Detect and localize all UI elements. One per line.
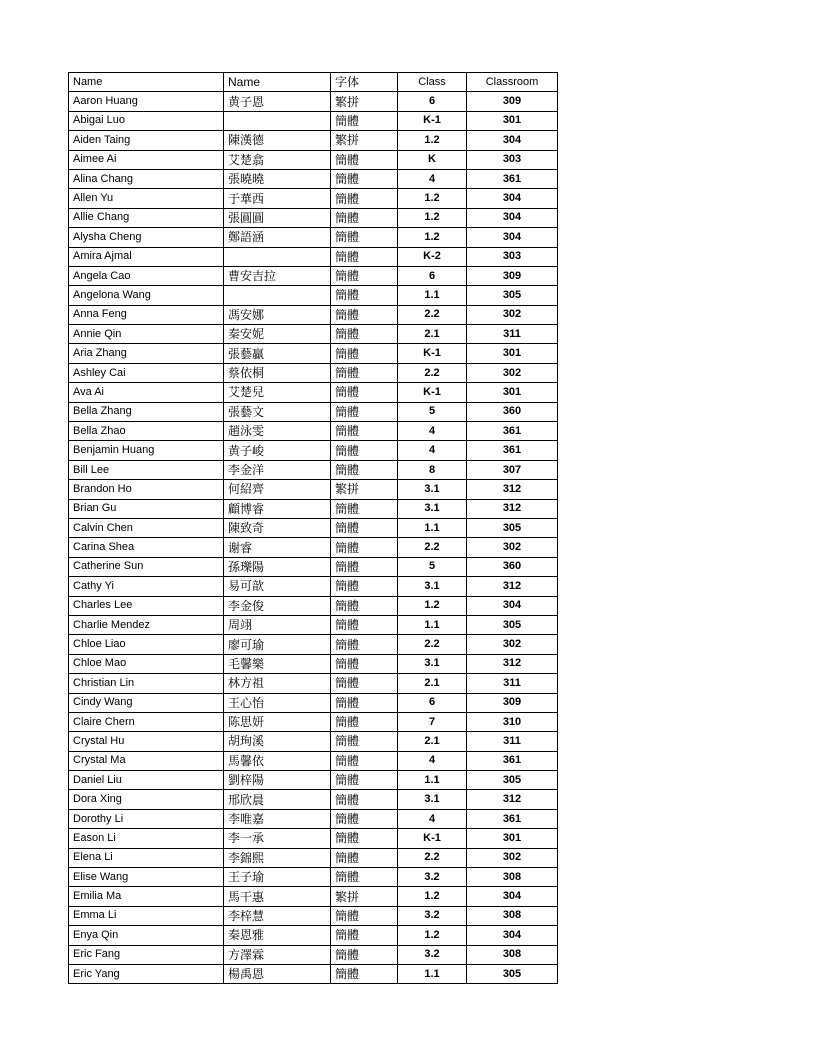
cell-classroom: 361 [467, 809, 558, 828]
cell-classroom: 311 [467, 732, 558, 751]
cell-classroom: 302 [467, 363, 558, 382]
cell-name-english: Anna Feng [69, 305, 224, 324]
header-row [69, 73, 558, 92]
cell-font-type: 簡體 [331, 732, 398, 751]
cell-name-chinese: 馬馨依 [224, 751, 331, 770]
student-row [69, 887, 558, 906]
cell-font-type: 簡體 [331, 518, 398, 537]
cell-name-chinese: 易可歆 [224, 577, 331, 596]
student-row [69, 363, 558, 382]
cell-name-chinese: 張曉曉 [224, 169, 331, 188]
cell-name-chinese: 艾楚兒 [224, 383, 331, 402]
cell-name-chinese: 李金洋 [224, 460, 331, 479]
cell-name-chinese: 蔡依桐 [224, 363, 331, 382]
cell-font-type: 簡體 [331, 771, 398, 790]
cell-classroom: 312 [467, 790, 558, 809]
student-row [69, 945, 558, 964]
cell-name-chinese: 林方祖 [224, 674, 331, 693]
cell-name-chinese [224, 111, 331, 130]
cell-class: 4 [398, 441, 467, 460]
cell-classroom: 305 [467, 771, 558, 790]
student-row [69, 305, 558, 324]
cell-name-chinese: 李金俊 [224, 596, 331, 615]
cell-font-type: 簡體 [331, 868, 398, 887]
cell-font-type: 簡體 [331, 402, 398, 421]
header-name-english: Name [69, 73, 224, 92]
cell-name-chinese: 毛馨樂 [224, 654, 331, 673]
cell-class: 1.1 [398, 518, 467, 537]
cell-name-english: Aria Zhang [69, 344, 224, 363]
cell-name-chinese [224, 286, 331, 305]
cell-class: 2.2 [398, 538, 467, 557]
cell-class: 1.2 [398, 189, 467, 208]
cell-name-english: Daniel Liu [69, 771, 224, 790]
cell-name-english: Bill Lee [69, 460, 224, 479]
cell-name-english: Charlie Mendez [69, 615, 224, 634]
cell-classroom: 361 [467, 751, 558, 770]
cell-name-chinese: 周翊 [224, 615, 331, 634]
cell-class: 1.2 [398, 228, 467, 247]
student-row [69, 460, 558, 479]
cell-name-english: Calvin Chen [69, 518, 224, 537]
cell-class: 2.2 [398, 363, 467, 382]
cell-font-type: 簡體 [331, 305, 398, 324]
cell-name-english: Abigai Luo [69, 111, 224, 130]
cell-name-chinese: 趙泳雯 [224, 422, 331, 441]
cell-classroom: 312 [467, 654, 558, 673]
cell-font-type: 簡體 [331, 751, 398, 770]
cell-name-english: Christian Lin [69, 674, 224, 693]
cell-font-type: 簡體 [331, 654, 398, 673]
cell-classroom: 361 [467, 441, 558, 460]
cell-name-english: Annie Qin [69, 325, 224, 344]
cell-classroom: 310 [467, 712, 558, 731]
cell-font-type: 簡體 [331, 964, 398, 983]
cell-classroom: 308 [467, 906, 558, 925]
cell-name-chinese: 劉梓陽 [224, 771, 331, 790]
cell-name-english: Eric Fang [69, 945, 224, 964]
cell-class: 3.2 [398, 868, 467, 887]
cell-name-english: Bella Zhang [69, 402, 224, 421]
cell-class: 2.2 [398, 635, 467, 654]
cell-font-type: 繁拼 [331, 131, 398, 150]
student-row [69, 577, 558, 596]
cell-classroom: 308 [467, 868, 558, 887]
cell-font-type: 簡體 [331, 189, 398, 208]
cell-font-type: 簡體 [331, 848, 398, 867]
student-row [69, 538, 558, 557]
cell-class: 1.1 [398, 771, 467, 790]
cell-font-type: 簡體 [331, 325, 398, 344]
cell-name-english: Catherine Sun [69, 557, 224, 576]
cell-class: 2.2 [398, 848, 467, 867]
cell-classroom: 304 [467, 596, 558, 615]
cell-name-chinese: 張藝文 [224, 402, 331, 421]
cell-font-type: 簡體 [331, 615, 398, 634]
cell-name-chinese: 王心怡 [224, 693, 331, 712]
cell-classroom: 303 [467, 150, 558, 169]
student-row [69, 422, 558, 441]
cell-name-chinese: 李梓慧 [224, 906, 331, 925]
cell-class: 2.1 [398, 732, 467, 751]
cell-name-chinese: 李錦熙 [224, 848, 331, 867]
cell-class: 6 [398, 266, 467, 285]
student-row [69, 790, 558, 809]
cell-classroom: 308 [467, 945, 558, 964]
cell-name-chinese: 張圓圓 [224, 208, 331, 227]
cell-class: K-2 [398, 247, 467, 266]
student-row [69, 906, 558, 925]
cell-name-english: Alina Chang [69, 169, 224, 188]
cell-font-type: 簡體 [331, 266, 398, 285]
student-row [69, 150, 558, 169]
cell-class: 4 [398, 422, 467, 441]
cell-name-english: Cindy Wang [69, 693, 224, 712]
cell-classroom: 305 [467, 286, 558, 305]
cell-name-english: Crystal Hu [69, 732, 224, 751]
cell-font-type: 簡體 [331, 790, 398, 809]
cell-class: 1.1 [398, 964, 467, 983]
table-body [69, 92, 558, 984]
cell-classroom: 312 [467, 577, 558, 596]
cell-font-type: 簡體 [331, 557, 398, 576]
cell-classroom: 305 [467, 615, 558, 634]
student-row [69, 751, 558, 770]
cell-font-type: 簡體 [331, 635, 398, 654]
cell-class: 1.2 [398, 596, 467, 615]
cell-class: 3.1 [398, 480, 467, 499]
cell-class: 3.2 [398, 945, 467, 964]
cell-font-type: 簡體 [331, 169, 398, 188]
cell-font-type: 簡體 [331, 344, 398, 363]
cell-font-type: 簡體 [331, 247, 398, 266]
cell-classroom: 301 [467, 383, 558, 402]
cell-classroom: 303 [467, 247, 558, 266]
cell-font-type: 繁拼 [331, 887, 398, 906]
cell-classroom: 304 [467, 228, 558, 247]
cell-name-chinese: 馬干惠 [224, 887, 331, 906]
cell-classroom: 302 [467, 305, 558, 324]
cell-name-english: Bella Zhao [69, 422, 224, 441]
cell-classroom: 301 [467, 829, 558, 848]
cell-class: K [398, 150, 467, 169]
cell-class: 4 [398, 169, 467, 188]
cell-name-english: Angelona Wang [69, 286, 224, 305]
cell-name-english: Ava Ai [69, 383, 224, 402]
cell-name-english: Eric Yang [69, 964, 224, 983]
cell-classroom: 304 [467, 926, 558, 945]
cell-name-chinese: 胡珣溪 [224, 732, 331, 751]
student-row [69, 596, 558, 615]
cell-class: 2.2 [398, 305, 467, 324]
cell-class: 1.1 [398, 615, 467, 634]
cell-name-chinese: 馮安娜 [224, 305, 331, 324]
cell-class: 8 [398, 460, 467, 479]
cell-font-type: 簡體 [331, 577, 398, 596]
cell-class: K-1 [398, 111, 467, 130]
cell-classroom: 304 [467, 208, 558, 227]
student-row [69, 499, 558, 518]
cell-font-type: 簡體 [331, 150, 398, 169]
student-row [69, 325, 558, 344]
cell-class: 2.1 [398, 674, 467, 693]
cell-name-chinese: 黄子恩 [224, 92, 331, 111]
cell-name-english: Eason Li [69, 829, 224, 848]
cell-classroom: 304 [467, 189, 558, 208]
cell-font-type: 繁拼 [331, 92, 398, 111]
cell-classroom: 304 [467, 131, 558, 150]
cell-font-type: 簡體 [331, 286, 398, 305]
cell-font-type: 簡體 [331, 906, 398, 925]
student-row [69, 286, 558, 305]
cell-name-chinese: 于華西 [224, 189, 331, 208]
cell-name-english: Brandon Ho [69, 480, 224, 499]
student-row [69, 228, 558, 247]
cell-name-chinese: 顧博睿 [224, 499, 331, 518]
header-font-type: 字体 [331, 73, 398, 92]
cell-name-chinese: 王子瑜 [224, 868, 331, 887]
student-row [69, 92, 558, 111]
cell-class: K-1 [398, 344, 467, 363]
cell-name-english: Elise Wang [69, 868, 224, 887]
cell-name-chinese: 秦恩雅 [224, 926, 331, 945]
cell-classroom: 361 [467, 422, 558, 441]
cell-name-english: Allen Yu [69, 189, 224, 208]
cell-classroom: 311 [467, 674, 558, 693]
cell-classroom: 312 [467, 499, 558, 518]
cell-font-type: 簡體 [331, 926, 398, 945]
cell-name-chinese: 艾楚翕 [224, 150, 331, 169]
student-row [69, 732, 558, 751]
cell-class: 4 [398, 809, 467, 828]
cell-name-english: Cathy Yi [69, 577, 224, 596]
cell-class: 5 [398, 402, 467, 421]
student-row [69, 693, 558, 712]
cell-classroom: 361 [467, 169, 558, 188]
cell-name-chinese: 李一承 [224, 829, 331, 848]
cell-name-chinese: 楊禹恩 [224, 964, 331, 983]
cell-classroom: 311 [467, 325, 558, 344]
cell-name-english: Ashley Cai [69, 363, 224, 382]
student-row [69, 635, 558, 654]
cell-name-chinese: 廖可瑜 [224, 635, 331, 654]
student-row [69, 926, 558, 945]
cell-name-english: Emma Li [69, 906, 224, 925]
header-classroom: Classroom [467, 73, 558, 92]
cell-font-type: 簡體 [331, 674, 398, 693]
cell-classroom: 304 [467, 887, 558, 906]
cell-class: K-1 [398, 829, 467, 848]
cell-name-english: Brian Gu [69, 499, 224, 518]
cell-font-type: 簡體 [331, 422, 398, 441]
cell-name-chinese: 陳漢德 [224, 131, 331, 150]
cell-class: 3.1 [398, 577, 467, 596]
cell-font-type: 簡體 [331, 499, 398, 518]
student-row [69, 169, 558, 188]
cell-classroom: 309 [467, 693, 558, 712]
cell-classroom: 309 [467, 92, 558, 111]
cell-class: 1.1 [398, 286, 467, 305]
cell-name-chinese: 孫瓅陽 [224, 557, 331, 576]
cell-font-type: 簡體 [331, 111, 398, 130]
cell-classroom: 302 [467, 635, 558, 654]
cell-class: 7 [398, 712, 467, 731]
cell-name-english: Claire Chern [69, 712, 224, 731]
student-row [69, 829, 558, 848]
cell-name-english: Alysha Cheng [69, 228, 224, 247]
student-row [69, 518, 558, 537]
cell-name-english: Benjamin Huang [69, 441, 224, 460]
cell-name-english: Angela Cao [69, 266, 224, 285]
cell-classroom: 302 [467, 538, 558, 557]
student-row [69, 441, 558, 460]
cell-font-type: 簡體 [331, 441, 398, 460]
cell-font-type: 簡體 [331, 208, 398, 227]
cell-font-type: 簡體 [331, 693, 398, 712]
cell-name-english: Chloe Mao [69, 654, 224, 673]
cell-class: 6 [398, 693, 467, 712]
cell-class: 6 [398, 92, 467, 111]
student-row [69, 402, 558, 421]
student-row [69, 344, 558, 363]
cell-name-chinese: 李唯嘉 [224, 809, 331, 828]
cell-font-type: 簡體 [331, 538, 398, 557]
cell-name-chinese: 陈思妍 [224, 712, 331, 731]
cell-class: 1.2 [398, 926, 467, 945]
cell-name-english: Crystal Ma [69, 751, 224, 770]
cell-class: 3.1 [398, 654, 467, 673]
student-row [69, 848, 558, 867]
student-row [69, 131, 558, 150]
student-row [69, 809, 558, 828]
cell-classroom: 309 [467, 266, 558, 285]
cell-class: 3.2 [398, 906, 467, 925]
student-row [69, 674, 558, 693]
cell-classroom: 360 [467, 557, 558, 576]
cell-classroom: 305 [467, 518, 558, 537]
cell-name-english: Carina Shea [69, 538, 224, 557]
cell-name-english: Chloe Liao [69, 635, 224, 654]
cell-name-chinese: 何紹齊 [224, 480, 331, 499]
cell-name-chinese: 邢欣晨 [224, 790, 331, 809]
cell-name-english: Emilia Ma [69, 887, 224, 906]
student-row [69, 383, 558, 402]
cell-font-type: 簡體 [331, 383, 398, 402]
cell-font-type: 繁拼 [331, 480, 398, 499]
cell-font-type: 簡體 [331, 829, 398, 848]
cell-name-english: Allie Chang [69, 208, 224, 227]
student-row [69, 189, 558, 208]
student-row [69, 480, 558, 499]
cell-name-chinese: 張藝贏 [224, 344, 331, 363]
cell-class: 1.2 [398, 887, 467, 906]
cell-classroom: 302 [467, 848, 558, 867]
cell-font-type: 簡體 [331, 596, 398, 615]
cell-name-english: Elena Li [69, 848, 224, 867]
cell-name-chinese [224, 247, 331, 266]
cell-classroom: 301 [467, 111, 558, 130]
cell-font-type: 簡體 [331, 809, 398, 828]
cell-font-type: 簡體 [331, 460, 398, 479]
cell-name-english: Dora Xing [69, 790, 224, 809]
cell-classroom: 301 [467, 344, 558, 363]
student-roster-table [68, 72, 558, 984]
cell-name-chinese: 谢睿 [224, 538, 331, 557]
cell-classroom: 360 [467, 402, 558, 421]
cell-class: 3.1 [398, 790, 467, 809]
cell-class: 3.1 [398, 499, 467, 518]
student-row [69, 712, 558, 731]
student-row [69, 247, 558, 266]
cell-name-chinese: 黄子峻 [224, 441, 331, 460]
cell-name-english: Aaron Huang [69, 92, 224, 111]
cell-name-chinese: 方澤霖 [224, 945, 331, 964]
cell-classroom: 305 [467, 964, 558, 983]
cell-name-chinese: 陳致奇 [224, 518, 331, 537]
cell-class: K-1 [398, 383, 467, 402]
cell-class: 4 [398, 751, 467, 770]
cell-class: 2.1 [398, 325, 467, 344]
cell-class: 1.2 [398, 208, 467, 227]
student-row [69, 266, 558, 285]
cell-name-english: Enya Qin [69, 926, 224, 945]
cell-name-english: Amira Ajmal [69, 247, 224, 266]
cell-classroom: 312 [467, 480, 558, 499]
cell-font-type: 簡體 [331, 363, 398, 382]
cell-font-type: 簡體 [331, 945, 398, 964]
cell-class: 5 [398, 557, 467, 576]
cell-class: 1.2 [398, 131, 467, 150]
cell-name-chinese: 曹安吉拉 [224, 266, 331, 285]
cell-name-chinese: 鄭語涵 [224, 228, 331, 247]
cell-name-english: Dorothy Li [69, 809, 224, 828]
cell-name-english: Charles Lee [69, 596, 224, 615]
cell-name-chinese: 秦安妮 [224, 325, 331, 344]
student-row [69, 208, 558, 227]
cell-classroom: 307 [467, 460, 558, 479]
cell-name-english: Aimee Ai [69, 150, 224, 169]
cell-font-type: 簡體 [331, 228, 398, 247]
student-row [69, 557, 558, 576]
student-row [69, 615, 558, 634]
student-row [69, 111, 558, 130]
student-row [69, 964, 558, 983]
cell-font-type: 簡體 [331, 712, 398, 731]
header-class: Class [398, 73, 467, 92]
student-row [69, 771, 558, 790]
header-name-chinese: Name [224, 73, 331, 92]
student-row [69, 868, 558, 887]
cell-name-english: Aiden Taing [69, 131, 224, 150]
student-row [69, 654, 558, 673]
